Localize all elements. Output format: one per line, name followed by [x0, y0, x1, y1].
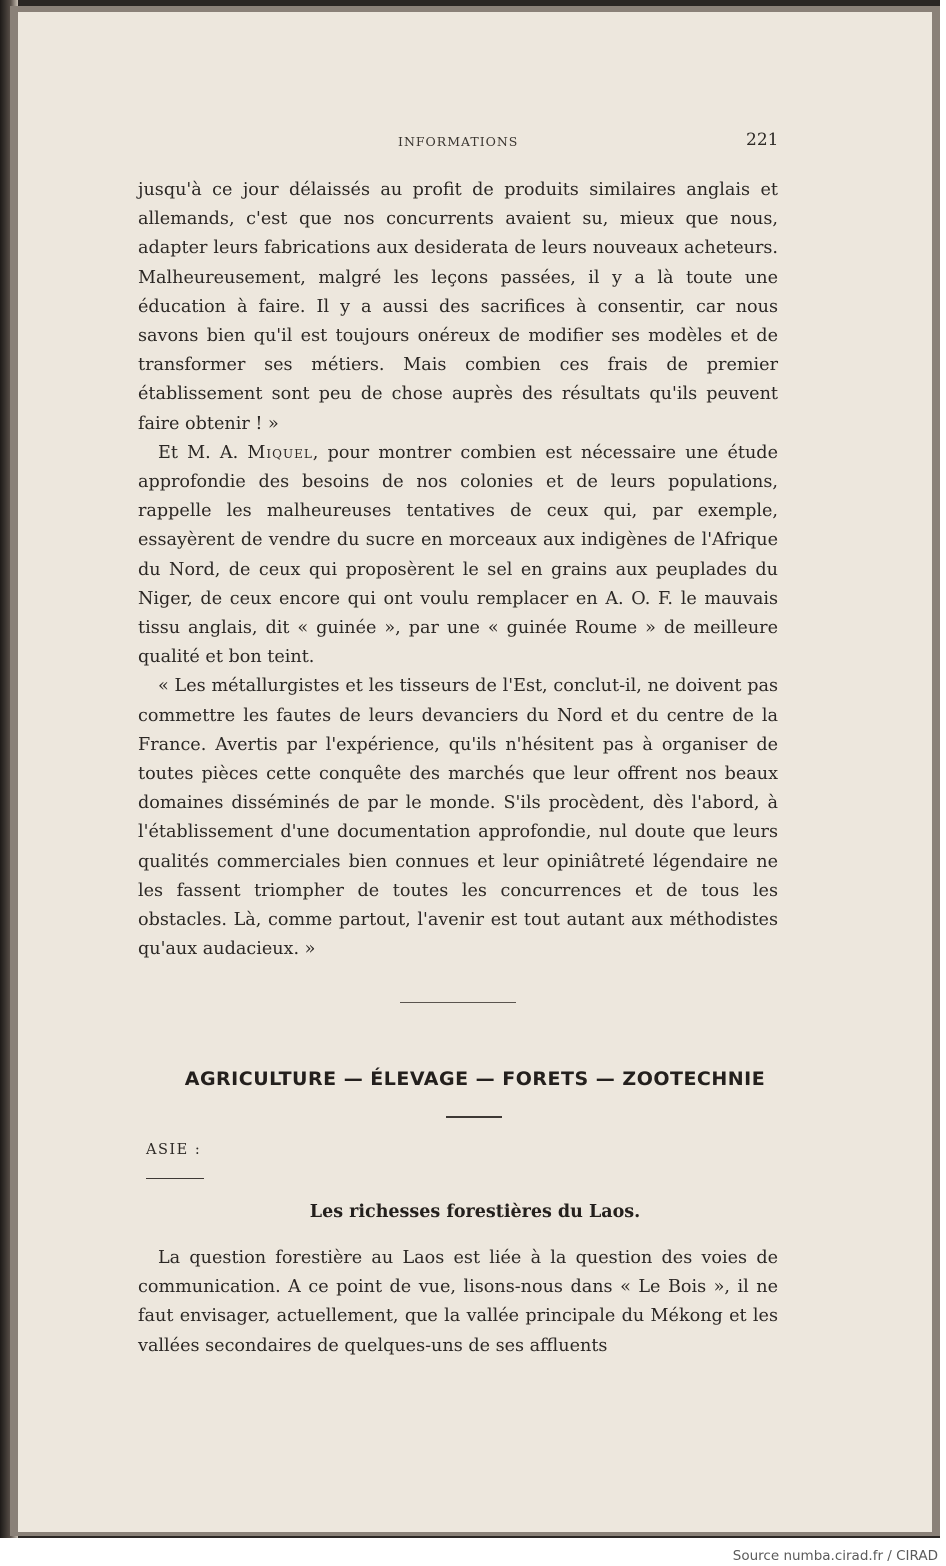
paragraph-2-lead: Et M. A.: [158, 442, 248, 463]
paragraph-3: « Les métallurgistes et les tisseurs de l'Est, conclut-il, ne doivent pas commettre les fautes de leurs devanciers du Nord et du centre de la France. Avertis par l'expérience, qu'ils n'hésitent pas à organiser de toutes pièces cette conquête des marchés que leur offrent nos beaux domaines disséminés de par le monde. S'ils procèdent, dès l'abord, à l'établissement d'une documentation approfondie, nul doute que leurs qualités commerciales bien connues et leur opiniâtreté légendaire ne les fassent triompher de toutes les concurrences et de tous les obstacles. Là, comme partout, l'avenir est tout autant aux méthodistes qu'aux audacieux. »: [138, 676, 778, 960]
article-title: Les richesses forestières du Laos.: [309, 1202, 641, 1222]
source-credit: Source numba.cirad.fr / CIRAD: [732, 1548, 938, 1564]
paragraph-2: [138, 439, 778, 673]
section-heading: AGRICULTURE — ÉLEVAGE — FORETS — ZOOTECHNIE: [184, 1068, 766, 1090]
article-text: [138, 1244, 778, 1361]
section-divider: [400, 1002, 516, 1003]
heading-underline: [446, 1116, 502, 1118]
page-number: 221: [746, 130, 779, 150]
paragraph-2-rest: , pour montrer combien est nécessaire une étude approfondie des besoins de nos colonies et de leurs populations, rappelle les malheureuses tentatives de ceux qui, par exemple, essayèrent de vendre du sucre en morceaux aux indigènes de l'Afrique du Nord, de ceux qui proposèrent le sel en grains aux peuplades du Niger, de ceux encore qui ont voulu remplacer en A. O. F. le mauvais tissu anglais, dit « guinée », par une « guinée Roume » de meilleure qualité et bon teint.: [138, 442, 778, 668]
body-text: [138, 176, 778, 964]
running-head: INFORMATIONS: [398, 134, 519, 149]
article-paragraph-1: La question forestière au Laos est liée à la question des voies de communication. A ce point de vue, lisons-nous dans « Le Bois », il ne faut envisager, actuellement, que la vallée principale du Mékong et les vallées secondaires de quelques-uns de ses affluents: [138, 1248, 778, 1356]
person-name: Miquel: [247, 442, 313, 463]
region-label: ASIE :: [146, 1142, 202, 1158]
paragraph-1: jusqu'à ce jour délaissés au profit de produits similaires anglais et allemands, c'est que nos concurrents avaient su, mieux que nous, adapter leurs fabrications aux desiderata de leurs nouveaux acheteurs. Malheureusement, malgré les leçons passées, il y a là toute une éducation à faire. Il y a aussi des sacrifices à consentir, car nous savons bien qu'il est toujours onéreux de modifier ses modèles et de transformer ses métiers. Mais combien ces frais de premier établissement sont peu de chose auprès des résultats qu'ils peuvent faire obtenir ! »: [138, 180, 778, 434]
region-underline: [146, 1178, 204, 1179]
